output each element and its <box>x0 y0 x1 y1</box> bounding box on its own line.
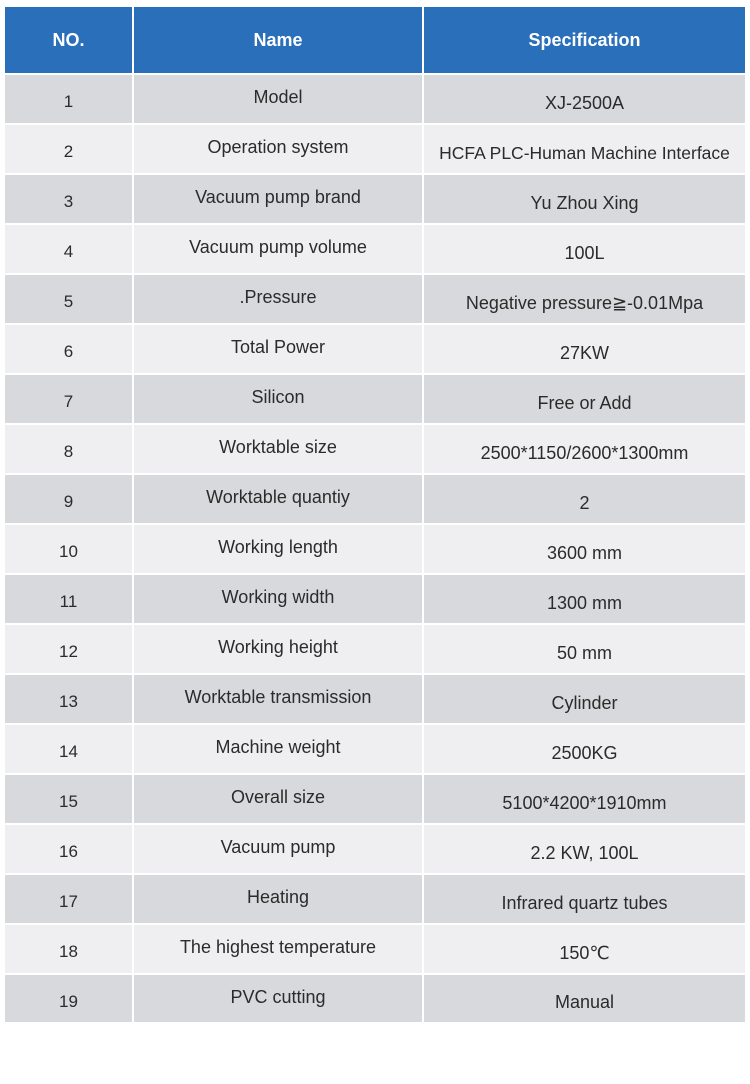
table-row <box>5 973 745 1023</box>
table-row <box>5 573 745 623</box>
row-specification: 3600 mm <box>424 523 745 573</box>
row-name: Vacuum pump brand <box>134 173 424 223</box>
row-number: 5 <box>5 273 134 323</box>
header-no: NO. <box>5 7 134 73</box>
row-number: 7 <box>5 373 134 423</box>
row-name: The highest temperature <box>134 923 424 973</box>
table-row <box>5 623 745 673</box>
row-name: Working height <box>134 623 424 673</box>
row-name: Heating <box>134 873 424 923</box>
table-header <box>5 7 745 73</box>
table-row <box>5 673 745 723</box>
row-name: Worktable size <box>134 423 424 473</box>
table-row <box>5 73 745 123</box>
row-number: 9 <box>5 473 134 523</box>
table-row <box>5 823 745 873</box>
row-name: Worktable transmission <box>134 673 424 723</box>
spec-table <box>5 7 745 1023</box>
row-number: 13 <box>5 673 134 723</box>
table-row <box>5 923 745 973</box>
row-name: Overall size <box>134 773 424 823</box>
row-specification: 2.2 KW, 100L <box>424 823 745 873</box>
row-specification: HCFA PLC-Human Machine Interface <box>424 123 745 173</box>
row-name: .Pressure <box>134 273 424 323</box>
row-specification: Free or Add <box>424 373 745 423</box>
row-number: 17 <box>5 873 134 923</box>
row-number: 15 <box>5 773 134 823</box>
table-row <box>5 173 745 223</box>
table-row <box>5 773 745 823</box>
table-row <box>5 323 745 373</box>
row-specification: 150℃ <box>424 923 745 973</box>
row-name: Operation system <box>134 123 424 173</box>
row-specification: Infrared quartz tubes <box>424 873 745 923</box>
row-name: Working length <box>134 523 424 573</box>
row-specification: 5100*4200*1910mm <box>424 773 745 823</box>
row-name: Model <box>134 73 424 123</box>
row-specification: Cylinder <box>424 673 745 723</box>
table-row <box>5 523 745 573</box>
row-number: 2 <box>5 123 134 173</box>
row-number: 3 <box>5 173 134 223</box>
header-name: Name <box>134 7 424 73</box>
row-name: Total Power <box>134 323 424 373</box>
table-row <box>5 473 745 523</box>
row-name: Working width <box>134 573 424 623</box>
row-specification: 2500KG <box>424 723 745 773</box>
table-body <box>5 73 745 1023</box>
row-specification: 27KW <box>424 323 745 373</box>
table-row <box>5 273 745 323</box>
row-name: Vacuum pump volume <box>134 223 424 273</box>
row-specification: 1300 mm <box>424 573 745 623</box>
row-number: 19 <box>5 973 134 1023</box>
header-row <box>5 7 745 73</box>
table-row <box>5 723 745 773</box>
header-specification: Specification <box>424 7 745 73</box>
row-specification: 2500*1150/2600*1300mm <box>424 423 745 473</box>
table-row <box>5 123 745 173</box>
row-number: 10 <box>5 523 134 573</box>
row-name: PVC cutting <box>134 973 424 1023</box>
row-number: 14 <box>5 723 134 773</box>
table-row <box>5 373 745 423</box>
row-specification: Manual <box>424 973 745 1023</box>
row-specification: XJ-2500A <box>424 73 745 123</box>
row-number: 8 <box>5 423 134 473</box>
table-row <box>5 423 745 473</box>
row-number: 16 <box>5 823 134 873</box>
row-name: Silicon <box>134 373 424 423</box>
row-number: 6 <box>5 323 134 373</box>
table-row <box>5 223 745 273</box>
row-name: Machine weight <box>134 723 424 773</box>
row-number: 12 <box>5 623 134 673</box>
row-name: Vacuum pump <box>134 823 424 873</box>
row-specification: Negative pressure≧-0.01Mpa <box>424 273 745 323</box>
row-number: 1 <box>5 73 134 123</box>
row-name: Worktable quantiy <box>134 473 424 523</box>
row-number: 18 <box>5 923 134 973</box>
row-specification: Yu Zhou Xing <box>424 173 745 223</box>
row-specification: 50 mm <box>424 623 745 673</box>
row-number: 11 <box>5 573 134 623</box>
row-specification: 2 <box>424 473 745 523</box>
table-row <box>5 873 745 923</box>
row-specification: 100L <box>424 223 745 273</box>
row-number: 4 <box>5 223 134 273</box>
